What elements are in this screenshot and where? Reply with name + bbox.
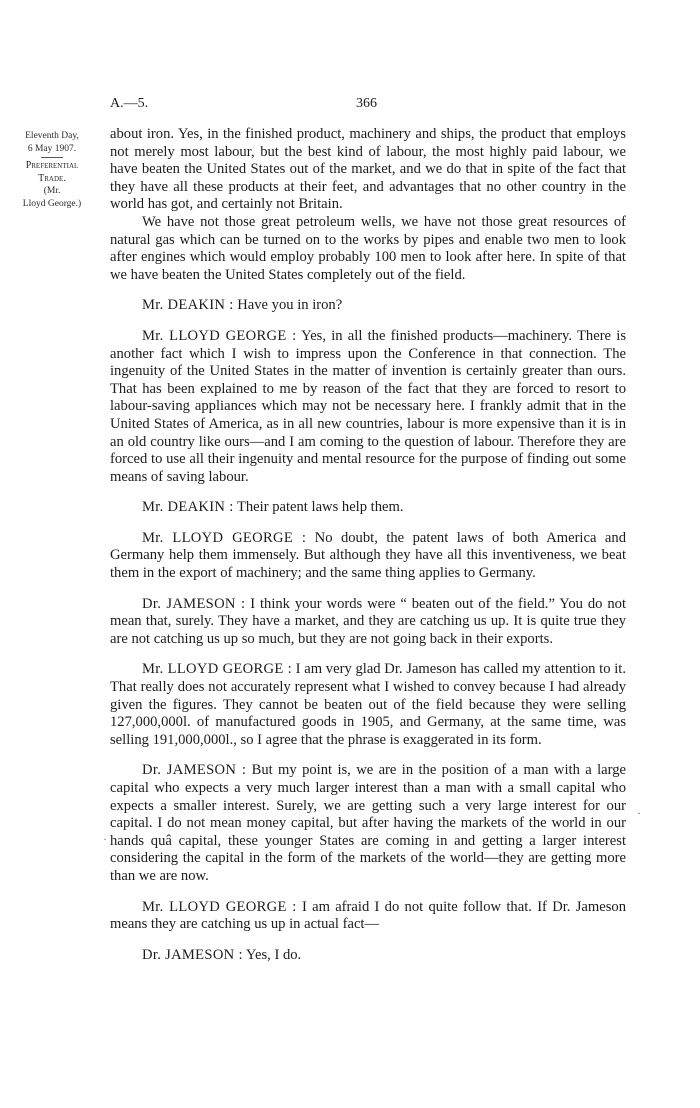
speech-text: Their patent laws help them.	[236, 499, 404, 516]
speaker-name: Dr. JAMESON :	[142, 762, 247, 779]
margin-divider	[41, 157, 63, 158]
paragraph-text: We have not those great petroleum wells, we have not those great resources of natural gas which can be turned on to the works by pipes and enable two men to look after engines which would employ probably 100 men to look after here. In spite of that we have beaten the United States completely out of the field.	[110, 213, 626, 283]
margin-date: 6 May 1907.	[27, 143, 77, 154]
speech-paragraph	[110, 661, 626, 749]
paragraph-text: about iron. Yes, in the finished product, machinery and ships, the product that employs not merely most labour, but the best kind of labour, the most highly paid labour, we have beaten the United States out of the market, and we do that in spite of the fact that they have all these products at their feet, and advantages that no other country in the world has got, and certainly not Britain.	[110, 126, 626, 213]
speech-paragraph	[110, 297, 626, 315]
speaker-name: Mr. LLOYD GEORGE :	[142, 529, 307, 546]
speech-paragraph	[110, 328, 626, 486]
margin-speaker-line-1: (Mr.	[43, 186, 61, 196]
speech-paragraph	[110, 899, 626, 934]
margin-topic-line-1: Preferential	[25, 160, 79, 171]
paragraph	[110, 214, 626, 284]
speaker-name: Dr. JAMESON :	[142, 946, 243, 963]
speech-text: I am very glad Dr. Jameson has called my attention to it. That really does not accurately represent what I wished to convey because I had already given the figures. They cannot be beaten out of the field because they were selling 127,000,000l. of manufactured goods in 1905, and Germany, at the same time, was selling 191,000,000l., so I agree that the phrase is exaggerated in its form.	[110, 661, 626, 748]
speech-text: I am afraid I do not quite follow that. If Dr. Jameson means they are catching us up in actual fact—	[110, 898, 626, 933]
margin-speaker-line-2: Lloyd George.)	[22, 198, 82, 209]
speech-paragraph	[110, 596, 626, 649]
margin-topic-line-2: Trade.	[38, 172, 66, 184]
speech-text: Yes, I do.	[245, 946, 302, 963]
document-reference: A.—5.	[110, 96, 149, 111]
speech-paragraph	[110, 530, 626, 583]
paragraph	[110, 126, 626, 214]
margin-note	[6, 130, 98, 210]
speaker-name: Mr. DEAKIN :	[142, 499, 234, 516]
speech-paragraph	[110, 762, 626, 885]
speech-text: Yes, in all the finished products—machinery. There is another fact which I wish to impress upon the Conference in that connection. The ingenuity of the United States in the matter of invention is certainly greater than ours. That has been explained to me by reason of the fact that they are forced to resort to labour-saving appliances which may not be necessary here. I frankly admit that in the United States of America, as in all new countries, labour is more expensive than it is in an old country like ours—and I am coming to the question of labour. Therefore they are forced to use all their ingenuity and mental resource for the purpose of finding out some means of saving labour.	[110, 327, 626, 485]
margin-day: Eleventh Day,	[25, 131, 79, 141]
speaker-name: Dr. JAMESON :	[142, 595, 246, 612]
speech-text: Have you in iron?	[237, 297, 343, 314]
speaker-name: Mr. LLOYD GEORGE :	[142, 661, 292, 678]
margin-tick-mark: ·	[103, 832, 107, 846]
margin-dot-mark: ·	[637, 806, 641, 820]
speech-text: No doubt, the patent laws of both America and Germany help them immensely. But although they have all this inventiveness, we beat them in the export of machinery; and the same thing applies to Germany.	[110, 529, 626, 582]
speech-text: I think your words were “ beaten out of the field.” You do not mean that, surely. They have a market, and they are catching us up. It is quite true they are not catching us up so much, but they are not going back in their exports.	[110, 595, 627, 647]
page-header	[110, 96, 630, 116]
transcript-body	[110, 126, 626, 964]
speaker-name: Mr. LLOYD GEORGE :	[142, 327, 297, 344]
speech-text: But my point is, we are in the position of a man with a large capital who expects a very much larger interest than a man with a small capital who expects a smaller interest. Surely, we are getting such a very large interest for our capital. I do not mean money capital, but after having the markets of the world in our hands quâ capital, these younger States are coming in and getting a larger interest considering the capital in the form of the markets of the world—they are getting more than we are now.	[110, 762, 626, 884]
speaker-name: Mr. LLOYD GEORGE :	[142, 898, 297, 915]
page-number: 366	[356, 96, 377, 111]
speaker-name: Mr. DEAKIN :	[142, 297, 234, 314]
speech-paragraph	[110, 499, 626, 517]
speech-paragraph	[110, 947, 626, 965]
